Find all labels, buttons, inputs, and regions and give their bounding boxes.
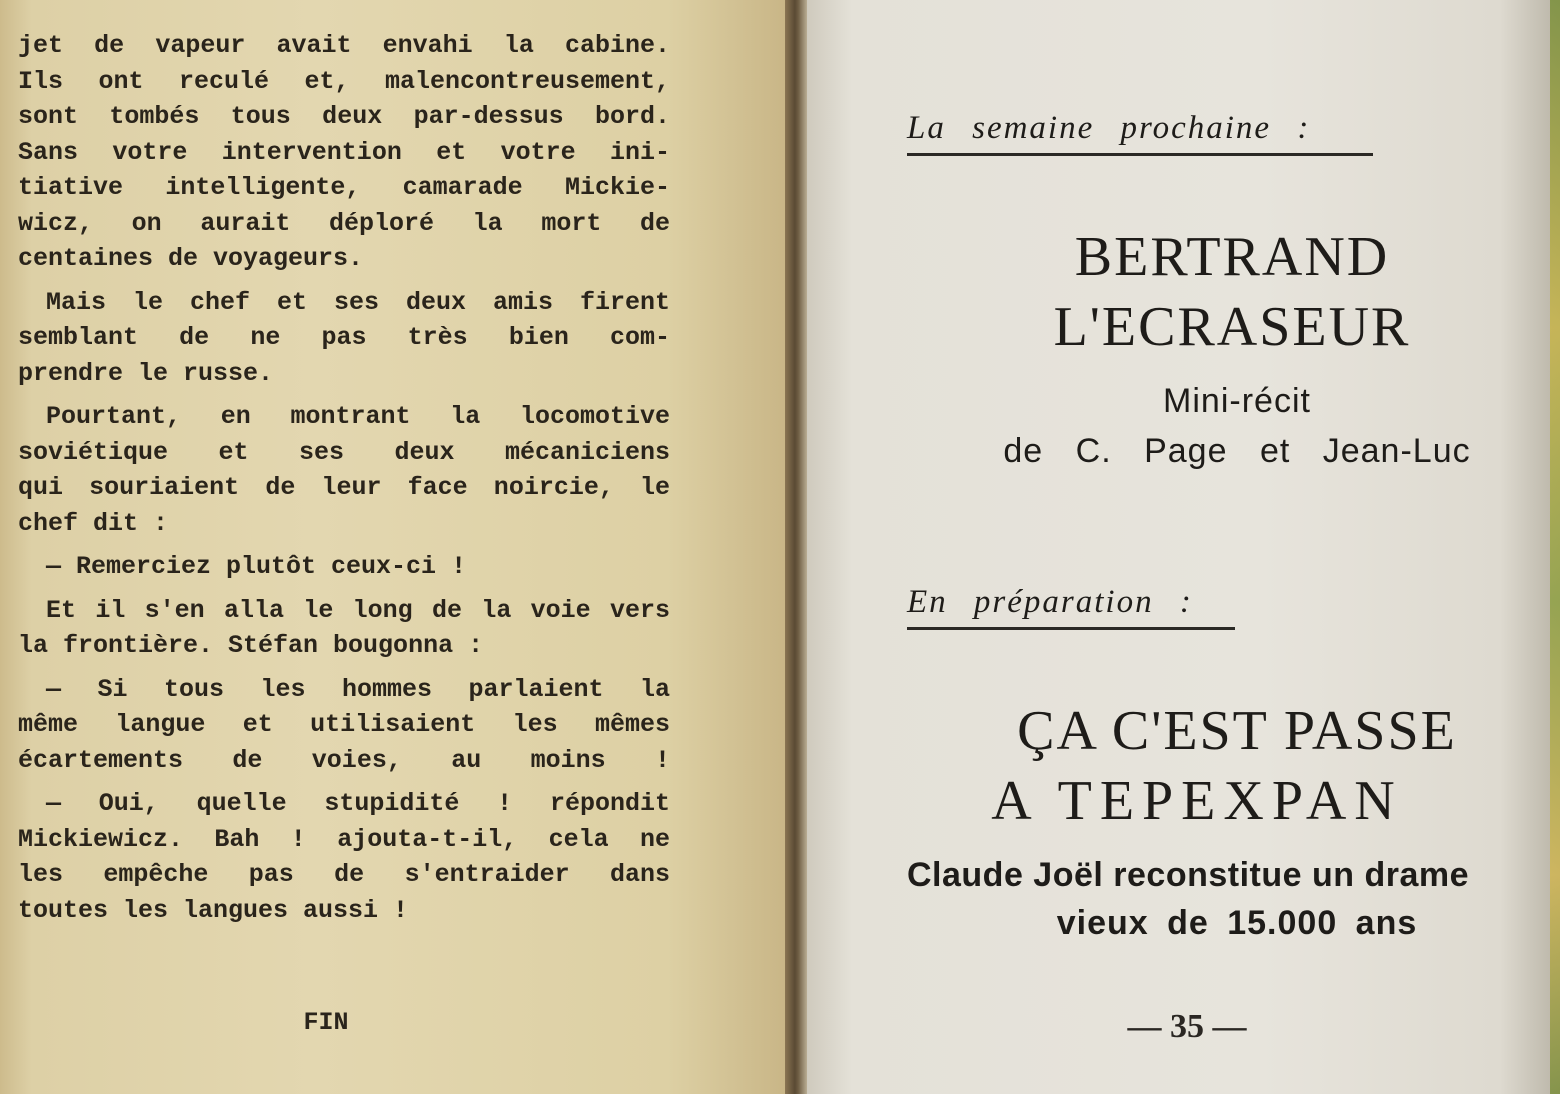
page-number: — 35 —	[1127, 1008, 1247, 1045]
text-line: prendre le russe.	[18, 358, 274, 388]
paragraph-5	[18, 593, 670, 664]
next-subtitle: Mini-récit	[1163, 382, 1311, 420]
text-line: semblant de ne pas très bien com-	[18, 323, 670, 352]
page-edge	[1550, 0, 1560, 1094]
text-line: chef dit :	[18, 508, 169, 538]
paragraph-2	[18, 285, 670, 392]
text-line: wicz, on aurait déploré la mort de	[18, 208, 670, 238]
paragraph-7	[18, 786, 670, 928]
next-title-line-2: L'ECRASEUR	[1053, 296, 1411, 358]
text-line: tiative intelligente, camarade Mickie-	[18, 173, 670, 202]
story-text	[18, 28, 670, 936]
text-line: Pourtant, en montrant la locomotive	[46, 402, 670, 431]
paragraph-4	[18, 549, 670, 585]
text-line: Mais le chef et ses deux amis firent	[46, 287, 670, 317]
paragraph-3	[18, 399, 670, 541]
right-page	[807, 0, 1560, 1094]
text-line: Et il s'en alla le long de la voie vers	[46, 595, 670, 625]
paragraph-1	[18, 28, 670, 277]
text-line: la frontière. Stéfan bougonna :	[18, 631, 484, 660]
end-label: FIN	[303, 1008, 349, 1037]
next-authors: de C. Page et Jean-Luc	[1003, 432, 1471, 470]
text-line: même langue et utilisaient les mêmes	[18, 710, 670, 739]
text-line: écartements de voies, au moins !	[18, 745, 670, 775]
text-line: qui souriaient de leur face noircie, le	[18, 473, 670, 502]
text-line: sont tombés tous deux par-dessus bord.	[18, 102, 670, 131]
text-line: soviétique et ses deux mécaniciens	[18, 437, 670, 467]
prep-description-line-1: Claude Joël reconstitue un drame	[907, 856, 1470, 894]
text-line: — Remerciez plutôt ceux-ci !	[46, 552, 467, 581]
prep-title-line-1: ÇA C'EST PASSE	[1017, 700, 1457, 762]
prep-description-line-2: vieux de 15.000 ans	[1056, 904, 1418, 942]
text-line: les empêche pas de s'entraider dans	[18, 860, 670, 889]
book-gutter	[785, 0, 807, 1094]
text-line: Sans votre intervention et votre ini-	[18, 137, 670, 167]
text-line: toutes les langues aussi !	[18, 895, 409, 925]
next-week-heading: La semaine prochaine :	[907, 110, 1373, 156]
text-line: — Si tous les hommes parlaient la	[46, 674, 670, 704]
text-line: centaines de voyageurs.	[18, 244, 364, 273]
paragraph-6	[18, 672, 670, 779]
text-line: — Oui, quelle stupidité ! répondit	[46, 789, 670, 818]
text-line: Mickiewicz. Bah ! ajouta-t-il, cela ne	[18, 824, 670, 854]
prep-title-line-2: A TEPEXPAN	[991, 770, 1403, 832]
text-line: Ils ont reculé et, malencontreusement,	[18, 66, 670, 96]
in-preparation-heading: En préparation :	[907, 584, 1235, 630]
text-line: jet de vapeur avait envahi la cabine.	[18, 31, 670, 60]
next-title-line-1: BERTRAND	[1074, 226, 1390, 288]
